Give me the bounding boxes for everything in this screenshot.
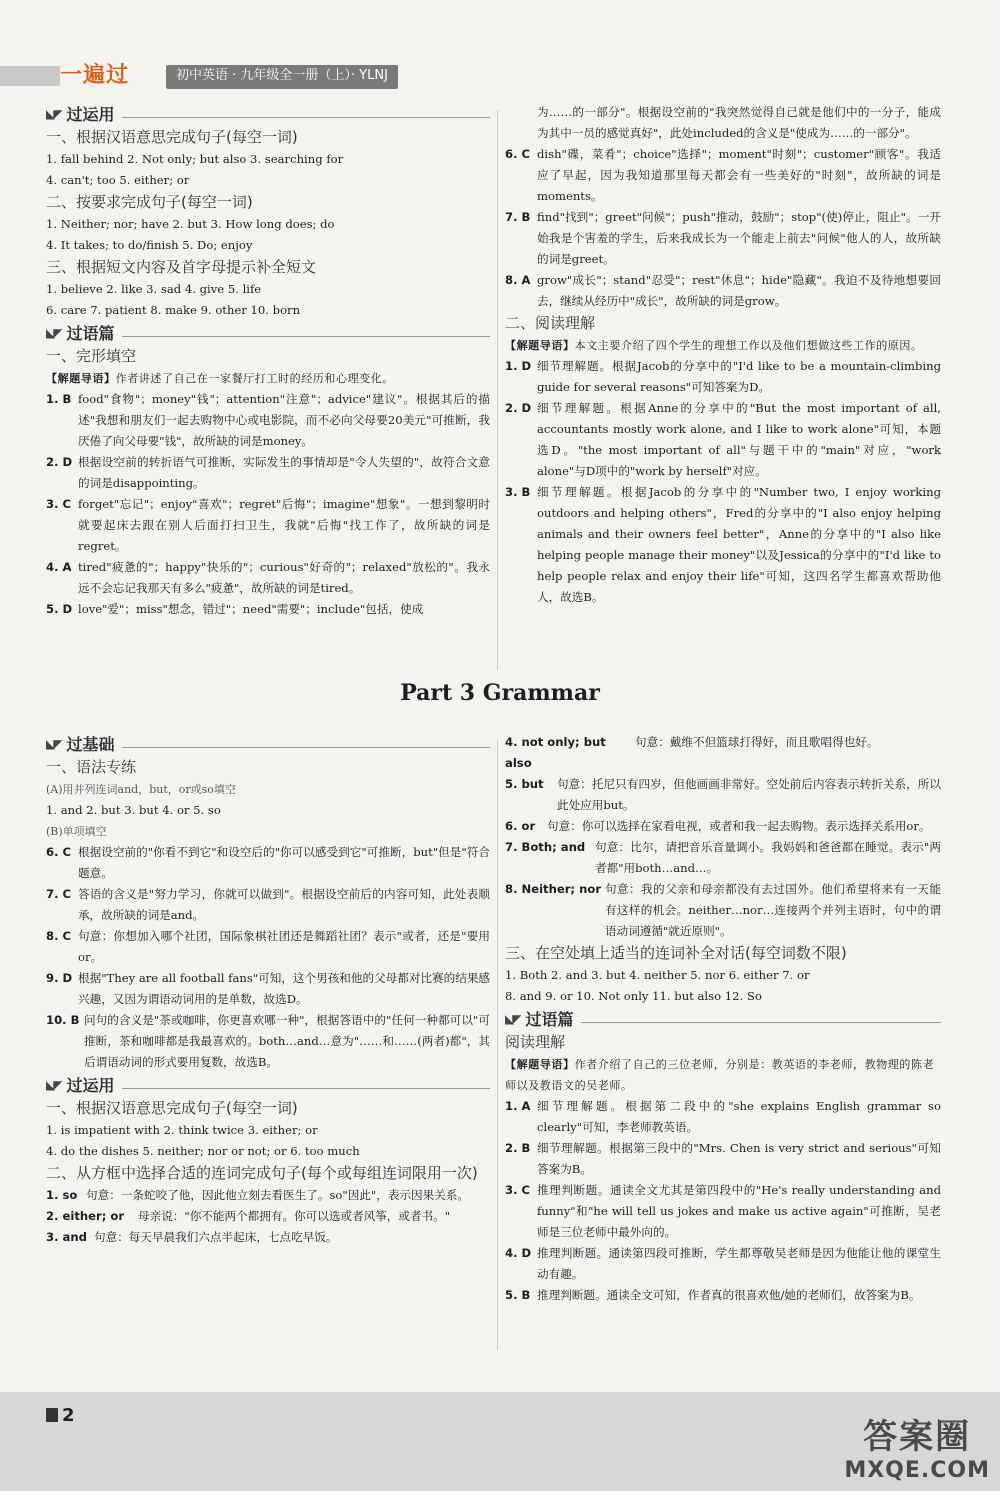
subsection-title: 阅读理解 [505, 1033, 566, 1051]
answer-item [46, 968, 490, 1010]
answer-row: 1. fall behind 2. Not only; but also 3. searching for [46, 152, 344, 166]
page-header [0, 58, 470, 92]
answer-label: 6. C [505, 147, 531, 161]
answer-item [46, 1206, 490, 1227]
answer-item [505, 1096, 941, 1138]
answer-item [46, 494, 490, 557]
watermark-url: MXQE.COM [844, 1458, 990, 1483]
section-heading [46, 323, 490, 344]
answer-item [505, 207, 941, 270]
answer-label: 7. Both; and [505, 840, 586, 854]
part-title: Part 3 Grammar [400, 680, 600, 706]
subsection-title: 二、按要求完成句子(每空一词) [46, 193, 253, 211]
answer-label: 9. D [46, 971, 73, 985]
answer-text: love"爱"；miss"想念，错过"；need"需要"；include"包括，使成 [78, 602, 424, 616]
answer-row: 4. It takes; to do/finish 5. Do; enjoy [46, 238, 253, 252]
section-title: 过语篇 [525, 1010, 574, 1029]
subsection-title: 二、阅读理解 [505, 314, 596, 332]
answer-text: food"食物"；money"钱"；attention"注意"；advice"建议"。根据其后的描述"我想和朋友们一起去购物中心或电影院，而不必向父母要20美元"可推断，我厌倦了向父母要"钱"，故所缺的词是money。 [78, 392, 490, 448]
answer-label: 6. C [46, 845, 72, 859]
answer-label: 4. not only; but also [505, 735, 606, 770]
top-right-column [505, 102, 941, 608]
answer-label: 3. and [46, 1230, 87, 1244]
answer-item [46, 389, 490, 452]
answer-item [46, 1010, 490, 1073]
answer-text: 答语的含义是"努力学习，你就可以做到"。根据设空前后的内容可知，此处表顺承，故所缺的词是and。 [78, 887, 490, 922]
answer-item [505, 398, 941, 482]
subsection-title: 一、根据汉语意思完成句子(每空一词) [46, 128, 298, 146]
answer-text: 细节理解题。根据Anne的分享中的"But the most important of all, accountants mostly work alone, and I like to work alone"可知，本题选D。"the most important of all"与题干中的"main"对应，"work alone"与D项中的"work by herself"对应。 [537, 401, 941, 478]
answer-item [46, 926, 490, 968]
answer-label: 2. B [505, 1141, 531, 1155]
answer-item [505, 1138, 941, 1180]
answer-label: 1. A [505, 1099, 531, 1113]
answer-row: 1. and 2. but 3. but 4. or 5. so [46, 803, 221, 817]
subsection-title: 三、根据短文内容及首字母提示补全短文 [46, 258, 317, 276]
answer-label: 3. C [505, 1183, 531, 1197]
answer-label: 8. Neither; nor [505, 882, 602, 896]
answer-item [46, 557, 490, 599]
guide-label: 【解题导语】 [505, 339, 575, 352]
answer-text: tired"疲惫的"；happy"快乐的"；curious"好奇的"；relaxed"放松的"。我永远不会忘记我那天有多么"疲惫"，故所缺的词是tired。 [78, 560, 490, 595]
answer-row: 4. do the dishes 5. neither; nor or not; or 6. too much [46, 1144, 360, 1158]
answer-label: 5. but [505, 777, 544, 791]
answer-label: 7. B [505, 210, 531, 224]
answer-label: 5. D [46, 602, 73, 616]
section-heading [46, 104, 490, 125]
answer-text: 句意：你想加入哪个社团，国际象棋社团还是舞蹈社团？表示"或者，还是"要用or。 [78, 929, 490, 964]
solution-guide [46, 368, 490, 389]
answer-label: 3. C [46, 497, 72, 511]
answer-row: 1. believe 2. like 3. sad 4. give 5. life [46, 282, 262, 296]
sub-note: (B)单项填空 [46, 825, 107, 838]
answer-text: 句意：比尔，请把音乐音量调小。我妈妈和爸爸都在睡觉。表示"两者都"用both…and…。 [595, 840, 941, 875]
top-left-column [46, 102, 490, 620]
wing-icon: ◣◤ [46, 737, 61, 751]
answer-label: 7. C [46, 887, 72, 901]
guide-text: 作者介绍了自己的三位老师，分别是：教英语的李老师，教物理的陈老师以及教语文的吴老师。 [505, 1058, 935, 1092]
answer-label: 2. D [505, 401, 532, 415]
answer-item [505, 732, 941, 774]
answer-label: 8. A [505, 273, 531, 287]
answer-row: 1. Both 2. and 3. but 4. neither 5. nor 6. either 7. or [505, 968, 810, 982]
book-title: 初中英语 · 九年级全一册（上）· YLNJ [166, 65, 398, 89]
answer-label: 2. either; or [46, 1209, 125, 1223]
answer-item [505, 1243, 941, 1285]
answer-text: 句意：托尼只有四岁，但他画画非常好。空处前后内容表示转折关系，所以此处应用but。 [557, 777, 941, 812]
bottom-right-column [505, 732, 941, 1306]
answer-item [505, 270, 941, 312]
section-heading [46, 1075, 490, 1096]
page-number-marker [46, 1408, 58, 1422]
answer-label: 5. B [505, 1288, 531, 1302]
answer-label: 1. D [505, 359, 532, 373]
answer-text: 句意：每天早晨我们六点半起床，七点吃早饭。 [94, 1230, 338, 1244]
answer-item [46, 842, 490, 884]
answer-text: 推理判断题。通读全文尤其是第四段中的"He's really understanding and funny"和"he will tell us jokes and make us active again"可推断，吴老师是三位老师中最外向的。 [537, 1183, 941, 1239]
section-title: 过语篇 [66, 324, 115, 343]
section-title: 过运用 [66, 105, 115, 124]
section-heading [505, 1009, 941, 1030]
answer-text: 句意：一条蛇咬了他，因此他立刻去看医生了。so"因此"，表示因果关系。 [86, 1188, 470, 1202]
answer-text: 句意：我的父亲和母亲都没有去过国外。他们希望将来有一天能有这样的机会。neither…nor…连接两个并列主语时，句中的谓语动词遵循"就近原则"。 [605, 882, 941, 938]
answer-text: 母亲说："你不能两个都拥有。你可以选或者风筝，或者书。" [138, 1209, 451, 1223]
guide-label: 【解题导语】 [46, 372, 116, 385]
answer-text: find"找到"；greet"问候"；push"推动，鼓励"；stop"(使)停止，阻止"。一开始我是个害羞的学生，后来我成长为一个能走上前去"问候"他人的人，故所缺的词是greet。 [537, 210, 941, 266]
answer-text: 细节理解题。根据Jacob的分享中的"I'd like to be a mountain-climbing guide for several reasons"可知答案为D。 [537, 359, 941, 394]
answer-label: 10. B [46, 1013, 80, 1027]
guide-label: 【解题导语】 [505, 1058, 575, 1071]
watermark [844, 1409, 990, 1483]
answer-text: 问句的含义是"茶或咖啡，你更喜欢哪一种"，根据答语中的"任何一种都可以"可推断，茶和咖啡都是我最喜欢的。both…and…意为"……和……(两者)都"，其后谓语动词的形式要用复数，故选B。 [84, 1013, 490, 1069]
answer-item [505, 482, 941, 608]
answer-item [46, 1227, 490, 1248]
answer-item [46, 452, 490, 494]
watermark-title: 答案圈 [863, 1417, 972, 1457]
answer-item [505, 879, 941, 942]
answer-row: 1. is impatient with 2. think twice 3. either; or [46, 1123, 318, 1137]
subsection-title: 一、语法专练 [46, 758, 137, 776]
column-divider [497, 110, 498, 670]
answer-text: grow"成长"；stand"忍受"；rest"休息"；hide"隐藏"。我迫不及待地想要回去，继续从经历中"成长"，故所缺的词是grow。 [537, 273, 941, 308]
answer-row: 4. can't; too 5. either; or [46, 173, 190, 187]
answer-item [505, 144, 941, 207]
answer-text: 句意：你可以选择在家看电视，或者和我一起去购物。表示选择关系用or。 [547, 819, 931, 833]
section-title: 过运用 [66, 1076, 115, 1095]
answer-item [46, 1185, 490, 1206]
answer-item [505, 1180, 941, 1243]
page-number: 2 [62, 1405, 75, 1426]
answer-item [505, 774, 941, 816]
subsection-title: 三、在空处填上适当的连词补全对话(每空词数不限) [505, 944, 847, 962]
answer-text: 根据设空前的转折语气可推断，实际发生的事情却是"令人失望的"，故符合文意的词是disappointing。 [78, 455, 490, 490]
answer-item [505, 816, 941, 837]
answer-text: dish"碟，菜肴"；choice"选择"；moment"时刻"；customer"顾客"。我适应了早起，因为我知道那里每天都会有一些美好的"时刻"，故所缺的词是moments。 [537, 147, 941, 203]
answer-row: 1. Neither; nor; have 2. but 3. How long does; do [46, 217, 335, 231]
solution-guide [505, 335, 941, 356]
answer-label: 4. D [505, 1246, 532, 1260]
answer-item [505, 1285, 941, 1306]
wing-icon: ◣◤ [46, 107, 61, 121]
wing-icon: ◣◤ [505, 1012, 520, 1026]
answer-text: 根据设空前的"你看不到它"和设空后的"你可以感受到它"可推断，but"但是"符合题意。 [78, 845, 490, 880]
solution-guide [505, 1054, 941, 1096]
column-divider [497, 740, 498, 1350]
answer-text: 推理判断题。通读第四段可推断，学生都尊敬吴老师是因为他能让他的课堂生动有趣。 [537, 1246, 941, 1281]
answer-text: 细节理解题。根据第三段中的"Mrs. Chen is very strict and serious"可知答案为B。 [537, 1141, 941, 1176]
answer-item [505, 356, 941, 398]
bottom-left-column [46, 732, 490, 1248]
answer-label: 6. or [505, 819, 536, 833]
wing-icon: ◣◤ [46, 1078, 61, 1092]
guide-text: 本文主要介绍了四个学生的理想工作以及他们想做这些工作的原因。 [574, 339, 923, 352]
answer-text: 推理判断题。通读全文可知，作者真的很喜欢他/她的老师们，故答案为B。 [537, 1288, 921, 1302]
answer-text: forget"忘记"；enjoy"喜欢"；regret"后悔"；imagine"想象"。一想到黎明时就要起床去跟在别人后面打扫卫生，我就"后悔"找工作了，故所缺的词是regret。 [78, 497, 490, 553]
answer-label: 8. C [46, 929, 72, 943]
answer-label: 1. so [46, 1188, 78, 1202]
answer-item [46, 884, 490, 926]
answer-label: 2. D [46, 455, 73, 469]
wing-icon: ◣◤ [46, 326, 61, 340]
subsection-title: 一、根据汉语意思完成句子(每空一词) [46, 1099, 298, 1117]
section-title: 过基础 [66, 735, 115, 754]
continued-text: 为……的一部分"。根据设空前的"我突然觉得自己就是他们中的一分子，能成为其中一员的感觉真好"，此处included的含义是"使成为……的一部分"。 [537, 105, 941, 140]
guide-text: 作者讲述了自己在一家餐厅打工时的经历和心理变化。 [115, 372, 395, 385]
brand-logo: 一遍过 [60, 63, 130, 88]
subsection-title: 二、从方框中选择合适的连词完成句子(每个或每组连词限用一次) [46, 1164, 478, 1182]
answer-row: 6. care 7. patient 8. make 9. other 10. born [46, 303, 301, 317]
answer-label: 4. A [46, 560, 72, 574]
subsection-title: 一、完形填空 [46, 347, 137, 365]
answer-row: 8. and 9. or 10. Not only 11. but also 12. So [505, 989, 762, 1003]
answer-text: 句意：戴维不但篮球打得好，而且歌唱得也好。 [635, 735, 879, 749]
answer-text: 细节理解题。根据第二段中的"she explains English grammar so clearly"可知，李老师教英语。 [537, 1099, 941, 1134]
answer-label: 3. B [505, 485, 531, 499]
answer-item [505, 837, 941, 879]
answer-label: 1. B [46, 392, 72, 406]
header-grey-bar [0, 66, 60, 86]
sub-note: (A)用并列连词and，but，or或so填空 [46, 783, 236, 796]
section-heading [46, 734, 490, 755]
answer-item [46, 599, 490, 620]
answer-text: 细节理解题。根据Jacob的分享中的"Number two, I enjoy working outdoors and helping others"，Fred的分享中的"I also enjoy helping animals and their owners feel better"，Anne的分享中的"I also like helping people manage their money"以及Jessica的分享中的"I'd like to help people relax and enjoy their life"可知，这四名学生都喜欢帮助他人，故选B。 [537, 485, 941, 604]
answer-text: 根据"They are all football fans"可知，这个男孩和他的父母都对比赛的结果感兴趣，又因为谓语动词用的是单数，故选D。 [78, 971, 491, 1006]
